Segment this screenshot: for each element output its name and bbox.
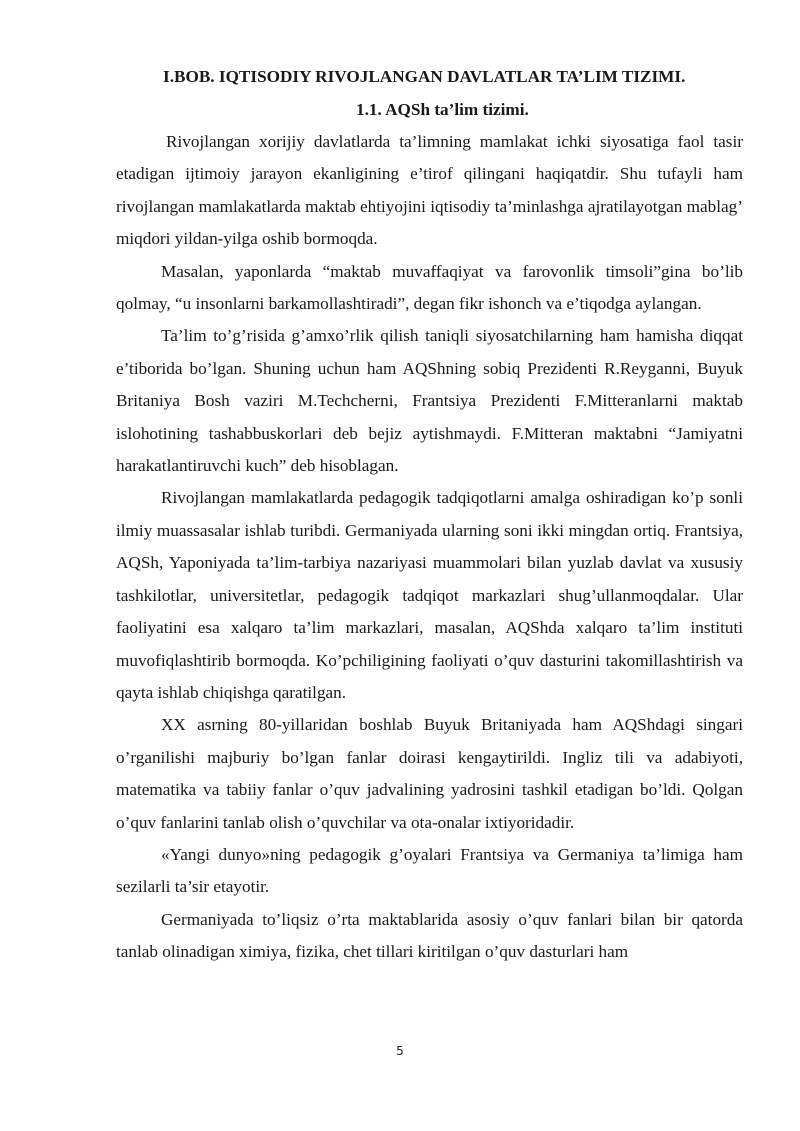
page-number: 5 — [396, 1044, 404, 1058]
paragraph: XX asrning 80-yillaridan boshlab Buyuk Britaniyada ham AQShdagi singari o’rganilishi majburiy bo’lgan fanlar doirasi kengaytirildi. Ingliz tili va adabiyoti, matematika va tabiiy fanlar o’quv jadvalining yadrosini tashkil etadigan bo’ldi. Qolgan o’quv fanlarini tanlab olish o’quvchilar va ota-onalar ixtiyoridadir. — [116, 715, 743, 832]
section-title: 1.1. AQSh ta’lim tizimi. — [356, 100, 529, 119]
paragraph: «Yangi dunyo»ning pedagogik g’oyalari Frantsiya va Germaniya ta’limiga ham sezilarli ta’sir etayotir. — [116, 844, 743, 897]
body-text — [116, 126, 743, 969]
paragraph: Masalan, yaponlarda “maktab muvaffaqiyat va farovonlik timsoli”gina bo’lib qolmay, “u insonlarni barkamollashtiradi”, degan fikr ishonch va e’tiqodga aylangan. — [116, 261, 743, 314]
chapter-title: I.BOB. IQTISODIY RIVOJLANGAN DAVLATLAR TA’LIM TIZIMI. — [163, 67, 686, 86]
paragraph: Germaniyada to’liqsiz o’rta maktablarida asosiy o’quv fanlari bilan bir qatorda tanlab olinadigan ximiya, fizika, chet tillari kiritilgan o’quv dasturlari ham — [116, 909, 743, 962]
paragraph: Ta’lim to’g’risida g’amxo’rlik qilish taniqli siyosatchilarning ham hamisha diqqat e’tiborida bo’lgan. Shuning uchun ham AQShning sobiq Prezidenti R.Reyganni, Buyuk Britaniya Bosh vaziri M.Techcherni, Frantsiya Prezidenti F.Mitteranlarni maktab islohotining tashabbuskorlari deb bejiz aytishmaydi. F.Mitteran maktabni “Jamiyatni harakatlantiruvchi kuch” deb hisoblagan. — [116, 326, 743, 476]
paragraph: Rivojlangan xorijiy davlatlarda ta’limning mamlakat ichki siyosatiga faol tasir etadigan ijtimoiy jarayon ekanligining e’tirof qilingani haqiqatdir. Shu tufayli ham rivojlangan mamlakatlarda maktab ehtiyojini iqtisodiy ta’minlashga ajratilayotgan mablag’ miqdori yildan-yilga oshib bormoqda. — [116, 132, 743, 249]
paragraph: Rivojlangan mamlakatlarda pedagogik tadqiqotlarni amalga oshiradigan ko’p sonli ilmiy muassasalar ishlab turibdi. Germaniyada ularning soni ikki mingdan ortiq. Frantsiya, AQSh, Yaponiyada ta’lim-tarbiya nazariyasi muammolari bilan yuzlab davlat va xususiy tashkilotlar, universitetlar, pedagogik tadqiqot markazlari shug’ullanmoqdalar. Ular faoliyatini esa xalqaro ta’lim markazlari, masalan, AQShda xalqaro ta’lim instituti muvofiqlashtirib bormoqda. Ko’pchiligining faoliyati o’quv dasturini takomillashtirish va qayta ishlab chiqishga qaratilgan. — [116, 488, 743, 702]
